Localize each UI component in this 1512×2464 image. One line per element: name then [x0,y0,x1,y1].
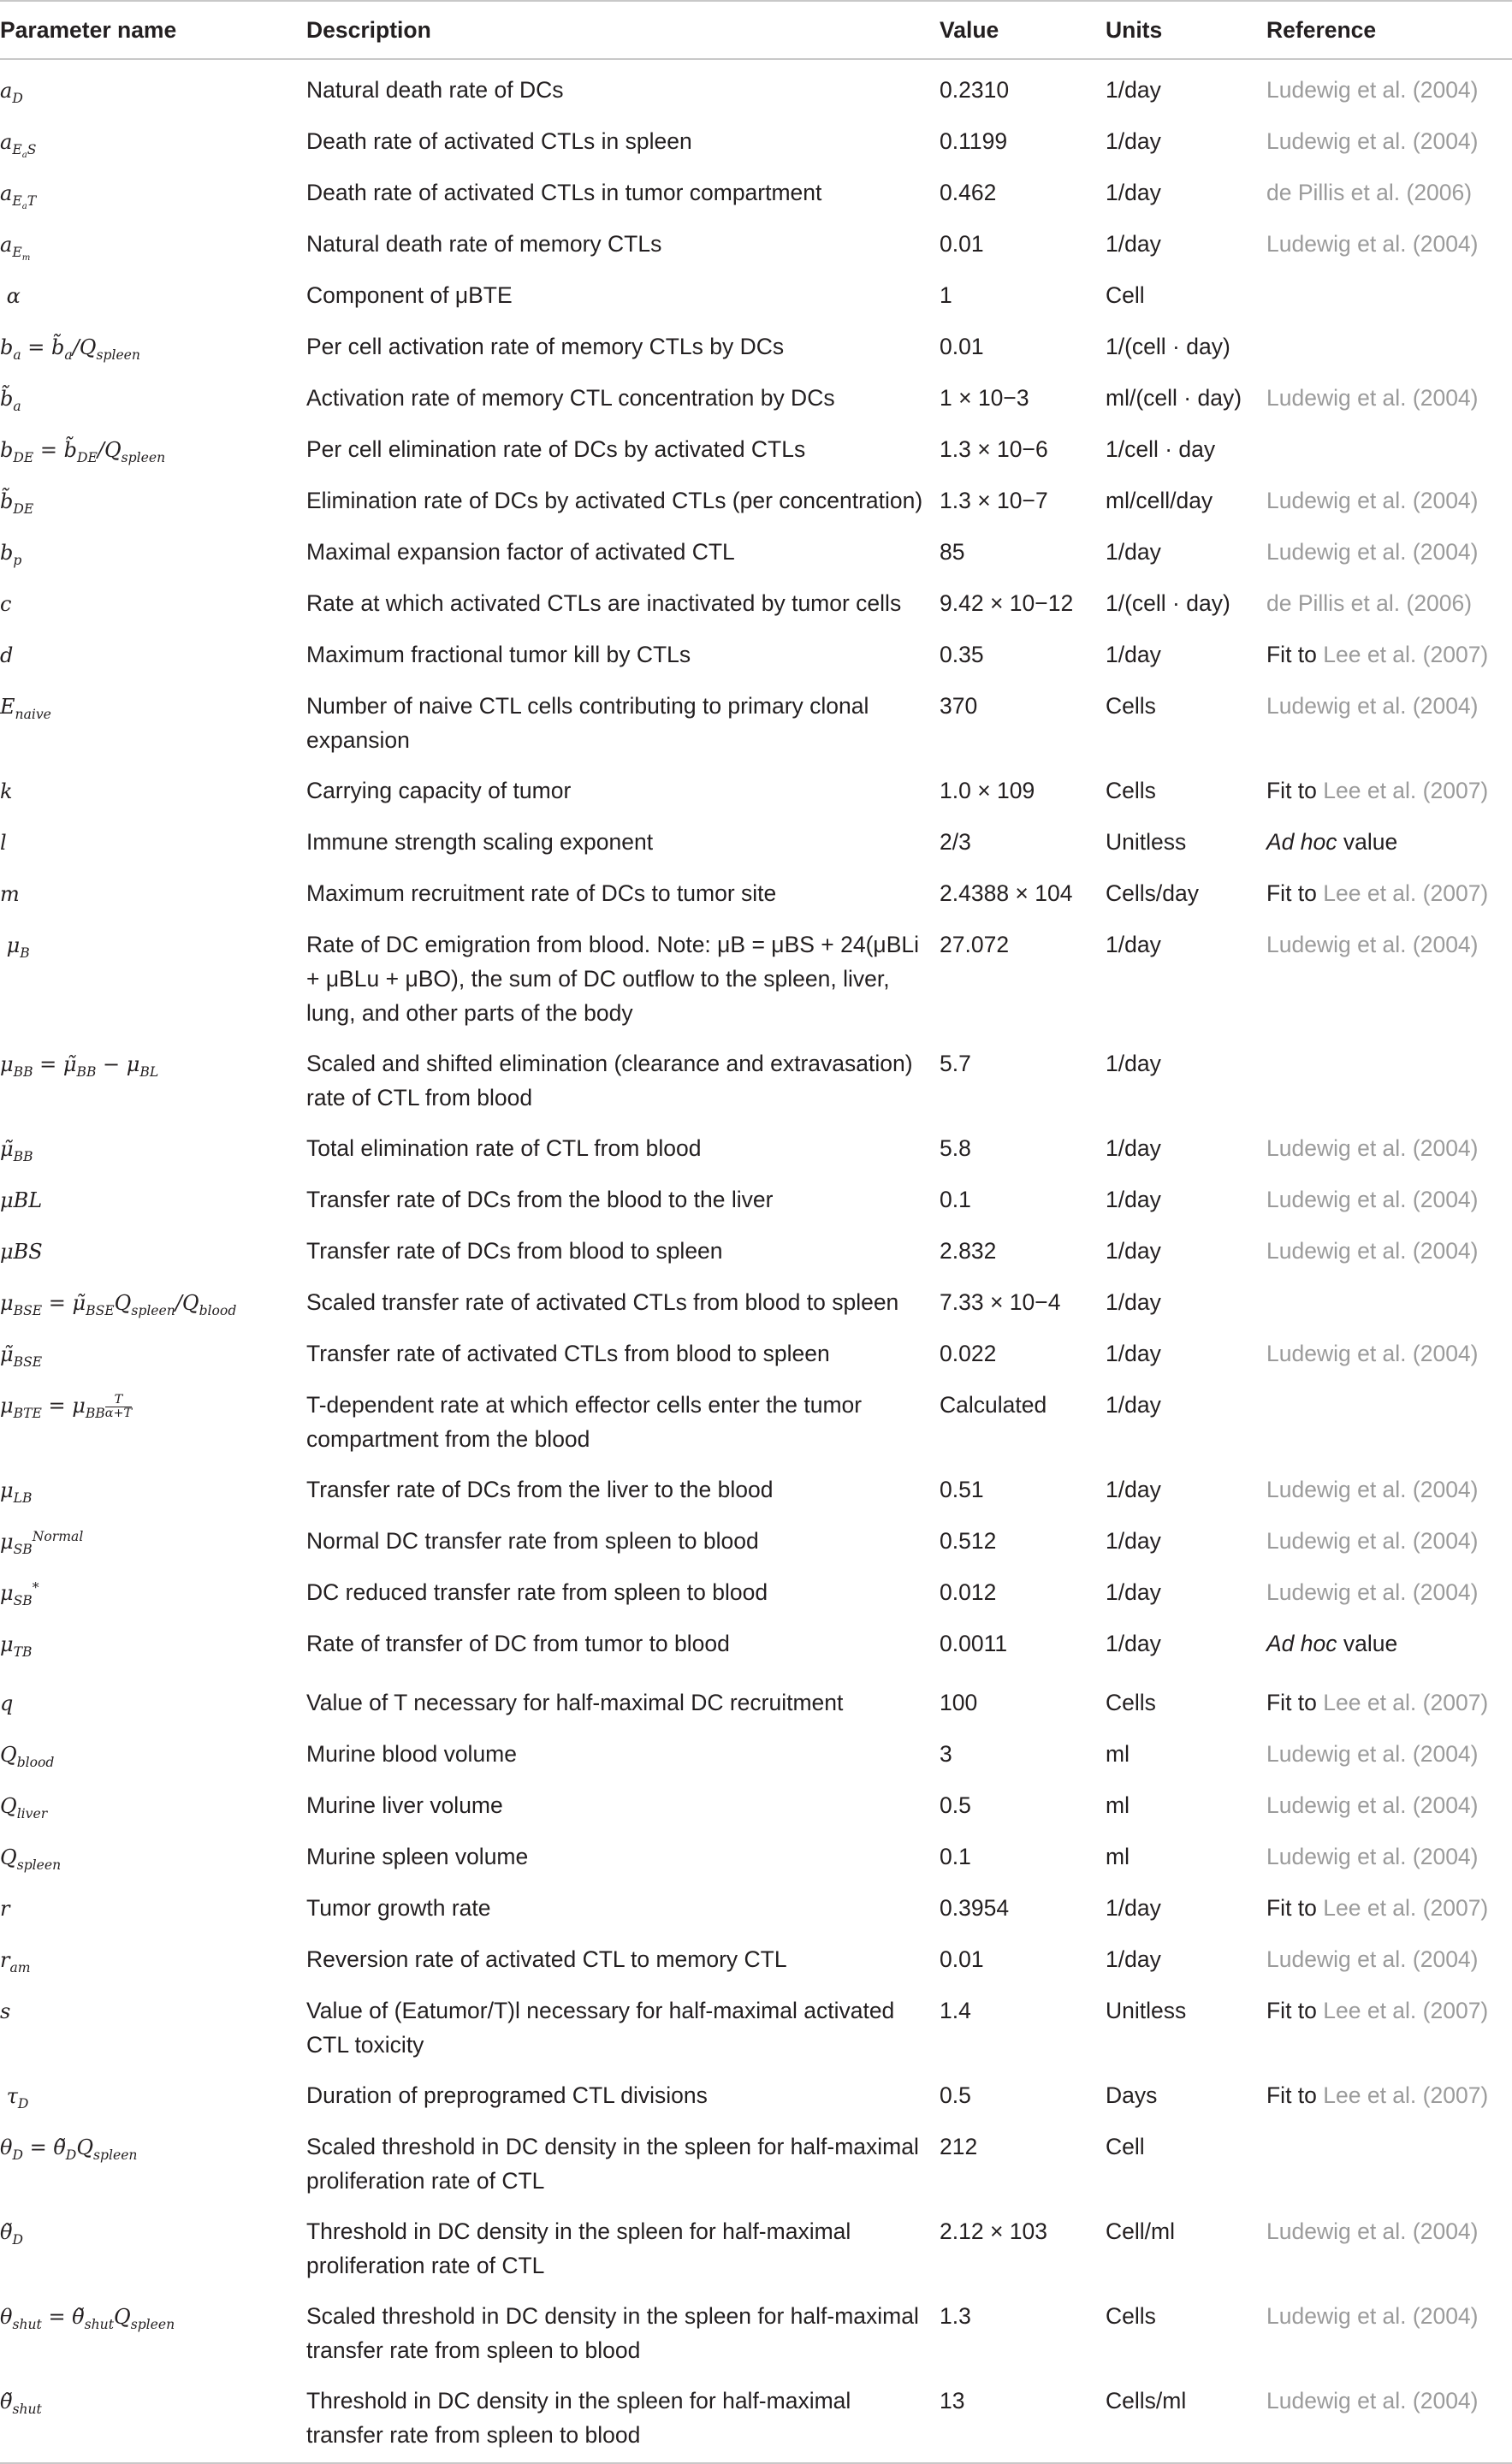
table-row [0,676,1512,761]
param-units: 1/day [1106,1392,1161,1418]
param-description: Natural death rate of DCs [306,77,564,103]
param-units: 1/day [1106,180,1161,205]
header-value: Value [940,1,1106,59]
param-value: 27.072 [940,932,1010,957]
param-value: 0.022 [940,1341,997,1366]
param-reference: Ludewig et al. (2004) [1266,385,1479,411]
table-row [0,522,1512,573]
param-units: Cell [1106,2134,1145,2159]
param-units: 1/day [1106,1528,1161,1554]
param-symbol: $\thetã_D$ [0,2220,23,2248]
param-value: 0.35 [940,642,984,667]
param-units: 1/(cell · day) [1106,590,1230,616]
table-row [0,1981,1512,2065]
param-reference: Ludewig et al. (2004) [1266,1741,1479,1767]
table-row [0,1221,1512,1272]
param-value: 1.4 [940,1998,971,2023]
param-units: Cell [1106,282,1145,308]
param-description: Normal DC transfer rate from spleen to blood [306,1528,759,1554]
param-reference [1266,625,1512,676]
table-row [0,111,1512,163]
reference-suffix: value [1337,829,1398,855]
param-units: Cells [1106,693,1156,719]
table-row [0,2117,1512,2201]
param-description: Tumor growth rate [306,1895,491,1921]
param-units: ml [1106,1741,1130,1767]
reference-link[interactable]: Lee et al. (2007) [1323,1690,1489,1715]
param-symbol: s [0,1999,11,2023]
table-row [0,1562,1512,1614]
table-row [0,1775,1512,1827]
param-description: Transfer rate of DCs from the blood to the liver [306,1187,774,1212]
param-description: Number of naive CTL cells contributing to primary clonal expansion [306,693,869,753]
param-symbol: $a_{E_aT}$ [0,181,37,211]
reference-prefix: Fit to [1266,1895,1324,1921]
reference-link[interactable]: Lee et al. (2007) [1323,880,1489,906]
table-row [0,419,1512,471]
param-symbol: r [0,1897,10,1921]
param-symbol: k [0,779,13,803]
param-description: Murine blood volume [306,1741,517,1767]
table-row [0,265,1512,317]
param-units: Cells/ml [1106,2371,1266,2463]
param-symbol: μBS [0,1240,43,1264]
table-row [0,1724,1512,1775]
param-value: 1.3 × 10−6 [940,436,1048,462]
param-reference: Ludewig et al. (2004) [1266,2303,1479,2329]
param-units: 1/day [1106,1238,1161,1264]
header-units: Units [1106,1,1266,59]
param-reference [1266,863,1512,915]
param-units: Cells [1106,2303,1156,2329]
param-value: 0.3954 [940,1895,1010,1921]
param-symbol: $a_{E_aS}$ [0,130,37,160]
param-symbol: $b̃_{DE}$ [0,489,34,517]
param-symbol: $\mu_B$ [0,933,30,961]
param-symbol: $\mu_{LB}$ [0,1478,33,1506]
reference-suffix: value [1337,1631,1398,1656]
param-description: Reversion rate of activated CTL to memory CTL [306,1946,787,1972]
param-value: 5.7 [940,1051,971,1076]
param-reference [1266,1981,1512,2065]
param-description: Maximum fractional tumor kill by CTLs [306,642,691,667]
param-description: DC reduced transfer rate from spleen to blood [306,1579,768,1605]
param-reference: Ludewig et al. (2004) [1266,128,1479,154]
param-value: 0.512 [940,1528,997,1554]
reference-link[interactable]: Lee et al. (2007) [1323,2082,1489,2108]
param-units: 1/cell · day [1106,436,1216,462]
param-reference: Ludewig et al. (2004) [1266,77,1479,103]
param-units: 1/day [1106,231,1161,257]
param-value: 2.12 × 103 [940,2218,1047,2244]
table-row [0,471,1512,522]
param-units: ml/cell/day [1106,488,1213,513]
table-header-row [0,1,1512,59]
param-symbol: $\mu_{SB}^*$ [0,1580,39,1608]
param-description: Maximal expansion factor of activated CTL [306,539,735,565]
reference-prefix: Fit to [1266,1690,1324,1715]
param-reference: de Pillis et al. (2006) [1266,590,1473,616]
param-symbol: $\mu_{TB}$ [0,1632,33,1660]
param-symbol: $\mũ_{BSE}$ [0,1342,43,1370]
param-units: 1/day [1106,932,1161,957]
param-value: 100 [940,1690,978,1715]
table-row [0,2065,1512,2117]
param-value: 0.51 [940,1477,984,1502]
param-description: Murine liver volume [306,1792,503,1818]
param-reference: Ludewig et al. (2004) [1266,1477,1479,1502]
param-value: 1 [940,282,952,308]
param-description: Natural death rate of memory CTLs [306,231,662,257]
table-row [0,2371,1512,2463]
param-reference [1266,1272,1512,1324]
param-description: Rate at which activated CTLs are inactivated by tumor cells [306,590,902,616]
table-row [0,573,1512,625]
param-description: Murine spleen volume [306,1844,529,1869]
param-value: 0.0011 [940,1631,1008,1656]
param-units: Cells/day [1106,880,1199,906]
reference-prefix: Fit to [1266,778,1324,803]
param-units: Cell/ml [1106,2218,1175,2244]
header-parameter-name: Parameter name [0,1,306,59]
reference-link[interactable]: Lee et al. (2007) [1323,1998,1489,2023]
param-value: 370 [940,693,978,719]
table-row [0,214,1512,265]
param-description: Rate of DC emigration from blood. Note: μB = μBS + 24(μBLi + μBLu + μBO), the sum of DC outflow to the spleen, liver, lung, and other parts of the body [306,932,919,1026]
param-units: 1/day [1106,1946,1161,1972]
param-reference: Ludewig et al. (2004) [1266,1946,1479,1972]
param-reference [1266,1878,1512,1929]
param-reference [1266,761,1512,812]
table-row [0,1827,1512,1878]
param-description: Carrying capacity of tumor [306,778,572,803]
param-value: Calculated [940,1392,1047,1418]
param-reference: Ludewig et al. (2004) [1266,1341,1479,1366]
param-description: Maximum recruitment rate of DCs to tumor site [306,880,777,906]
param-description: Threshold in DC density in the spleen for half-maximal proliferation rate of CTL [306,2218,851,2278]
param-description: Transfer rate of DCs from the liver to the blood [306,1477,774,1502]
param-units: 1/day [1106,1579,1161,1605]
param-units: Unitless [1106,1998,1187,2023]
param-symbol: $b_a$ = $b̃_a/Q_{spleen}$ [0,335,140,363]
param-value: 2/3 [940,829,971,855]
param-symbol: $\mu_{BTE} = \mu_{BB}$ $\frac{T}{\alpha+T}$ [0,1392,133,1421]
param-value: 0.1 [940,1844,971,1869]
param-value: 0.01 [940,1946,984,1972]
param-value: 0.01 [940,334,984,359]
param-units: 1/(cell · day) [1106,334,1230,359]
param-reference: Ludewig et al. (2004) [1266,1528,1479,1554]
param-description: Per cell elimination rate of DCs by activated CTLs [306,436,806,462]
param-description: Death rate of activated CTLs in spleen [306,128,692,154]
param-description: Component of μBTE [306,282,513,308]
param-units: 1/day [1106,1289,1161,1315]
param-description: Value of T necessary for half-maximal DC recruitment [306,1690,844,1715]
reference-adhoc: Ad hoc [1266,1631,1337,1656]
param-value: 85 [940,539,965,565]
param-reference [1266,419,1512,471]
reference-link[interactable]: Lee et al. (2007) [1323,778,1489,803]
param-symbol: c [0,592,12,616]
param-units: Days [1106,2082,1158,2108]
table-row [0,1929,1512,1981]
param-value: 9.42 × 10−12 [940,590,1074,616]
table-row [0,1614,1512,1665]
param-symbol: $r_{am}$ [0,1948,31,1975]
param-value: 212 [940,2134,978,2159]
param-symbol: $\thetã_{shut}$ [0,2371,306,2463]
param-description: Death rate of activated CTLs in tumor compartment [306,180,822,205]
param-units: 1/day [1106,1341,1161,1366]
table-row [0,863,1512,915]
reference-prefix: Fit to [1266,642,1324,667]
param-reference: Ludewig et al. (2004) [1266,2371,1512,2463]
param-units: 1/day [1106,1051,1161,1076]
param-value: 1.0 × 109 [940,778,1035,803]
table-row [0,1460,1512,1511]
param-value: 2.832 [940,1238,997,1264]
param-symbol: $\theta_D$ = $\thetã_DQ_{spleen}$ [0,2135,138,2163]
param-symbol: α [0,284,21,308]
param-reference [1266,265,1512,317]
param-description: Value of (Eatumor/T)l necessary for half-maximal activated CTL toxicity [306,1998,895,2058]
param-value: 13 [940,2371,1106,2463]
param-value: 7.33 × 10−4 [940,1289,1061,1315]
param-value: 0.5 [940,2082,971,2108]
param-reference: Ludewig et al. (2004) [1266,1238,1479,1264]
param-value: 0.5 [940,1792,971,1818]
table-row [0,317,1512,368]
reference-prefix: Fit to [1266,880,1324,906]
param-reference [1266,1665,1512,1724]
param-units: 1/day [1106,77,1161,103]
param-description: Transfer rate of DCs from blood to spleen [306,1238,723,1264]
param-value: 1.3 [940,2303,971,2329]
param-value: 1.3 × 10−7 [940,488,1048,513]
param-description: Per cell activation rate of memory CTLs by DCs [306,334,785,359]
param-description: Scaled threshold in DC density in the spleen for half-maximal transfer rate from spleen to blood [306,2303,919,2363]
param-units: ml/(cell · day) [1106,385,1242,411]
param-symbol: m [0,882,20,906]
param-symbol: $Q_{blood}$ [0,1743,55,1770]
param-symbol: $\mũ_{BB}$ [0,1137,33,1164]
table-row [0,1118,1512,1170]
param-value: 3 [940,1741,952,1767]
param-symbol: $a_{E_m}$ [0,233,31,263]
param-reference [1266,1034,1512,1118]
param-description: Transfer rate of activated CTLs from blood to spleen [306,1341,830,1366]
param-symbol: $b̃_a$ [0,387,21,414]
table-row [0,1034,1512,1118]
param-units: 1/day [1106,1631,1161,1656]
param-reference [1266,317,1512,368]
param-value: 0.1 [940,1187,971,1212]
param-reference: Ludewig et al. (2004) [1266,2218,1479,2244]
param-units: 1/day [1106,128,1161,154]
param-symbol: $a_D$ [0,79,23,106]
param-units: Cells [1106,1690,1156,1715]
param-reference: Ludewig et al. (2004) [1266,231,1479,257]
param-value: 0.462 [940,180,997,205]
param-reference: Ludewig et al. (2004) [1266,1792,1479,1818]
param-symbol: l [0,831,7,855]
param-units: 1/day [1106,642,1161,667]
param-reference: Ludewig et al. (2004) [1266,1187,1479,1212]
param-symbol: $\mu_{SB}^{Normal}$ [0,1529,84,1557]
param-units: 1/day [1106,1187,1161,1212]
param-units: 1/day [1106,1135,1161,1161]
param-symbol: $Q_{spleen}$ [0,1845,62,1873]
param-symbol: μBL [0,1188,43,1212]
param-description: Duration of preprogramed CTL divisions [306,2082,708,2108]
table-row [0,59,1512,111]
param-reference: Ludewig et al. (2004) [1266,488,1479,513]
param-description: Threshold in DC density in the spleen for half-maximal transfer rate from spleen to blood [306,2371,940,2463]
param-symbol: $Q_{liver}$ [0,1794,48,1821]
header-reference: Reference [1266,1,1512,59]
param-reference: de Pillis et al. (2006) [1266,180,1473,205]
table-row [0,1511,1512,1562]
param-value: 0.01 [940,231,984,257]
param-units: 1/day [1106,1477,1161,1502]
table-row [0,1324,1512,1375]
reference-link[interactable]: Lee et al. (2007) [1323,1895,1489,1921]
param-units: 1/day [1106,539,1161,565]
table-row [0,1272,1512,1324]
param-reference: Ludewig et al. (2004) [1266,932,1479,957]
param-description: Immune strength scaling exponent [306,829,654,855]
param-units: ml [1106,1792,1130,1818]
param-symbol: $\mu_{BSE}$ = $\mũ_{BSE}Q_{spleen}/Q_{blood}$ [0,1291,237,1318]
param-value: 0.012 [940,1579,997,1605]
param-reference: Ludewig et al. (2004) [1266,1844,1479,1869]
param-reference [1266,2065,1512,2117]
param-description: Elimination rate of DCs by activated CTLs (per concentration) [306,488,923,513]
param-value: 0.2310 [940,77,1010,103]
table-row [0,2286,1512,2371]
table-row [0,2201,1512,2286]
table-row [0,1665,1512,1724]
param-reference: Ludewig et al. (2004) [1266,693,1479,719]
param-units: ml [1106,1844,1130,1869]
param-reference [1266,812,1512,863]
param-units: Unitless [1106,829,1187,855]
reference-link[interactable]: Lee et al. (2007) [1323,642,1489,667]
param-value: 5.8 [940,1135,971,1161]
param-description: Scaled threshold in DC density in the spleen for half-maximal proliferation rate of CTL [306,2134,919,2194]
table-row [0,915,1512,1034]
param-value: 2.4388 × 104 [940,880,1073,906]
table-row [0,163,1512,214]
param-units: 1/day [1106,1895,1161,1921]
param-reference [1266,1614,1512,1665]
param-symbol: $b_{DE}$ = $b̃_{DE}/Q_{spleen}$ [0,438,166,465]
table-row [0,625,1512,676]
header-description: Description [306,1,940,59]
param-reference: Ludewig et al. (2004) [1266,539,1479,565]
param-description: Scaled and shifted elimination (clearance and extravasation) rate of CTL from blood [306,1051,913,1111]
reference-prefix: Fit to [1266,2082,1324,2108]
param-reference [1266,1375,1512,1460]
param-description: Rate of transfer of DC from tumor to blood [306,1631,730,1656]
param-symbol: $\theta_{shut}$ = $\thetã_{shut}Q_{spleen}$ [0,2305,175,2332]
param-description: Scaled transfer rate of activated CTLs from blood to spleen [306,1289,899,1315]
param-units: Cells [1106,778,1156,803]
param-symbol: $\mu_{BB}$ = $\mũ_{BB} - \mu_{BL}$ [0,1052,159,1080]
param-symbol: $b_p$ [0,541,22,568]
table-row [0,368,1512,419]
table-row [0,1375,1512,1460]
reference-adhoc: Ad hoc [1266,829,1337,855]
table-row [0,761,1512,812]
param-description: T-dependent rate at which effector cells enter the tumor compartment from the blood [306,1392,863,1452]
reference-prefix: Fit to [1266,1998,1324,2023]
param-value: 1 × 10−3 [940,385,1029,411]
param-description: Total elimination rate of CTL from blood [306,1135,702,1161]
table-row [0,812,1512,863]
param-reference: Ludewig et al. (2004) [1266,1135,1479,1161]
param-reference [1266,2117,1512,2201]
param-symbol: $\tau_D$ [0,2084,29,2112]
param-symbol: d [0,643,14,667]
param-description: Activation rate of memory CTL concentration by DCs [306,385,835,411]
param-value: 0.1199 [940,128,1008,154]
param-symbol: $E_{naive}$ [0,695,51,722]
param-symbol: q [0,1691,14,1715]
param-reference: Ludewig et al. (2004) [1266,1579,1479,1605]
table-row [0,1878,1512,1929]
table-row [0,1170,1512,1221]
